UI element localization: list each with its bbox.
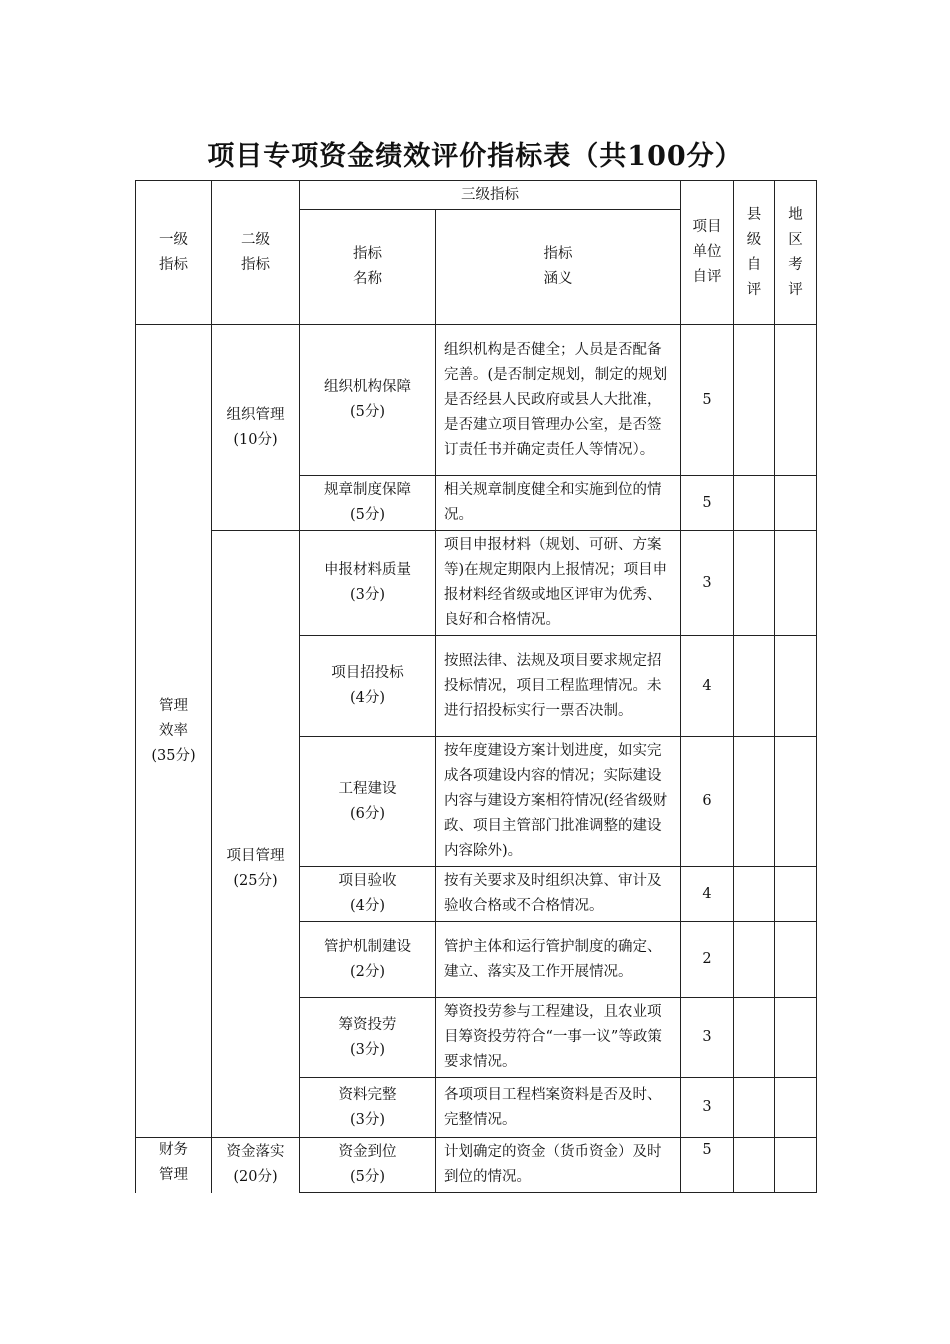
- indicator-meaning: 计划确定的资金（货币资金）及时到位的情况。: [436, 1138, 681, 1193]
- indicator-meaning: 相关规章制度健全和实施到位的情况。: [436, 476, 681, 531]
- header-region-eval: 地 区 考 评: [775, 181, 817, 325]
- header-county-eval: 县 级 自 评: [734, 181, 775, 325]
- region-eval-score: [775, 867, 817, 922]
- level2-cell: 资金落实 (20分): [212, 1138, 300, 1193]
- region-eval-score: [775, 998, 817, 1078]
- indicator-name: 管护机制建设 (2分): [300, 922, 436, 998]
- region-eval-score: [775, 737, 817, 867]
- indicator-name: 工程建设 (6分): [300, 737, 436, 867]
- table-row: [136, 1138, 817, 1193]
- header-level3: 三级指标: [300, 181, 681, 210]
- region-eval-score: [775, 325, 817, 476]
- county-eval-score: [734, 867, 775, 922]
- table-row: [136, 531, 817, 636]
- region-eval-score: [775, 1138, 817, 1193]
- indicator-meaning: 组织机构是否健全；人员是否配备完善。(是否制定规划，制定的规划是否经县人民政府或县人大批准，是否建立项目管理办公室，是否签订责任书并确定责任人等情况）。: [436, 325, 681, 476]
- county-eval-score: [734, 1078, 775, 1138]
- indicator-meaning: 按照法律、法规及项目要求规定招投标情况，项目工程监理情况。未进行招投标实行一票否决制。: [436, 636, 681, 737]
- region-eval-score: [775, 476, 817, 531]
- level2-cell: 项目管理 (25分): [212, 531, 300, 1138]
- self-eval-score: 4: [681, 867, 734, 922]
- region-eval-score: [775, 531, 817, 636]
- county-eval-score: [734, 1138, 775, 1193]
- county-eval-score: [734, 325, 775, 476]
- county-eval-score: [734, 737, 775, 867]
- region-eval-score: [775, 636, 817, 737]
- county-eval-score: [734, 531, 775, 636]
- level1-cell: 财务 管理: [136, 1138, 212, 1193]
- header-level2: 二级 指标: [212, 181, 300, 325]
- indicator-name: 项目招投标 (4分): [300, 636, 436, 737]
- indicator-name: 规章制度保障 (5分): [300, 476, 436, 531]
- indicator-meaning: 筹资投劳参与工程建设，且农业项目筹资投劳符合“一事一议”等政策要求情况。: [436, 998, 681, 1078]
- county-eval-score: [734, 636, 775, 737]
- indicator-name: 资料完整 (3分): [300, 1078, 436, 1138]
- indicator-name: 筹资投劳 (3分): [300, 998, 436, 1078]
- indicator-meaning: 管护主体和运行管护制度的确定、建立、落实及工作开展情况。: [436, 922, 681, 998]
- self-eval-score: 5: [681, 325, 734, 476]
- self-eval-score: 3: [681, 531, 734, 636]
- indicator-meaning: 按年度建设方案计划进度，如实完成各项建设内容的情况；实际建设内容与建设方案相符情况(经省级财政、项目主管部门批准调整的建设内容除外)。: [436, 737, 681, 867]
- county-eval-score: [734, 922, 775, 998]
- level2-cell: 组织管理 (10分): [212, 325, 300, 531]
- header-indicator-name: 指标 名称: [300, 210, 436, 325]
- indicator-name: 资金到位 (5分): [300, 1138, 436, 1193]
- region-eval-score: [775, 922, 817, 998]
- self-eval-score: 4: [681, 636, 734, 737]
- header-level1: 一级 指标: [136, 181, 212, 325]
- level1-cell: 管理 效率 (35分): [136, 325, 212, 1138]
- self-eval-score: 6: [681, 737, 734, 867]
- header-self-eval: 项目 单位 自评: [681, 181, 734, 325]
- indicator-name: 申报材料质量 (3分): [300, 531, 436, 636]
- indicator-meaning: 项目申报材料（规划、可研、方案等)在规定期限内上报情况；项目申报材料经省级或地区评审为优秀、良好和合格情况。: [436, 531, 681, 636]
- self-eval-score: 2: [681, 922, 734, 998]
- page-title: 项目专项资金绩效评价指标表（共100分）: [207, 141, 743, 172]
- indicator-meaning: 按有关要求及时组织决算、审计及验收合格或不合格情况。: [436, 867, 681, 922]
- self-eval-score: 5: [681, 476, 734, 531]
- header-indicator-meaning: 指标 涵义: [436, 210, 681, 325]
- indicator-meaning: 各项项目工程档案资料是否及时、完整情况。: [436, 1078, 681, 1138]
- indicator-name: 项目验收 (4分): [300, 867, 436, 922]
- region-eval-score: [775, 1078, 817, 1138]
- county-eval-score: [734, 476, 775, 531]
- self-eval-score: 5: [681, 1138, 734, 1193]
- indicator-name: 组织机构保障 (5分): [300, 325, 436, 476]
- self-eval-score: 3: [681, 998, 734, 1078]
- indicator-table: [135, 180, 817, 1193]
- self-eval-score: 3: [681, 1078, 734, 1138]
- table-row: [136, 325, 817, 476]
- county-eval-score: [734, 998, 775, 1078]
